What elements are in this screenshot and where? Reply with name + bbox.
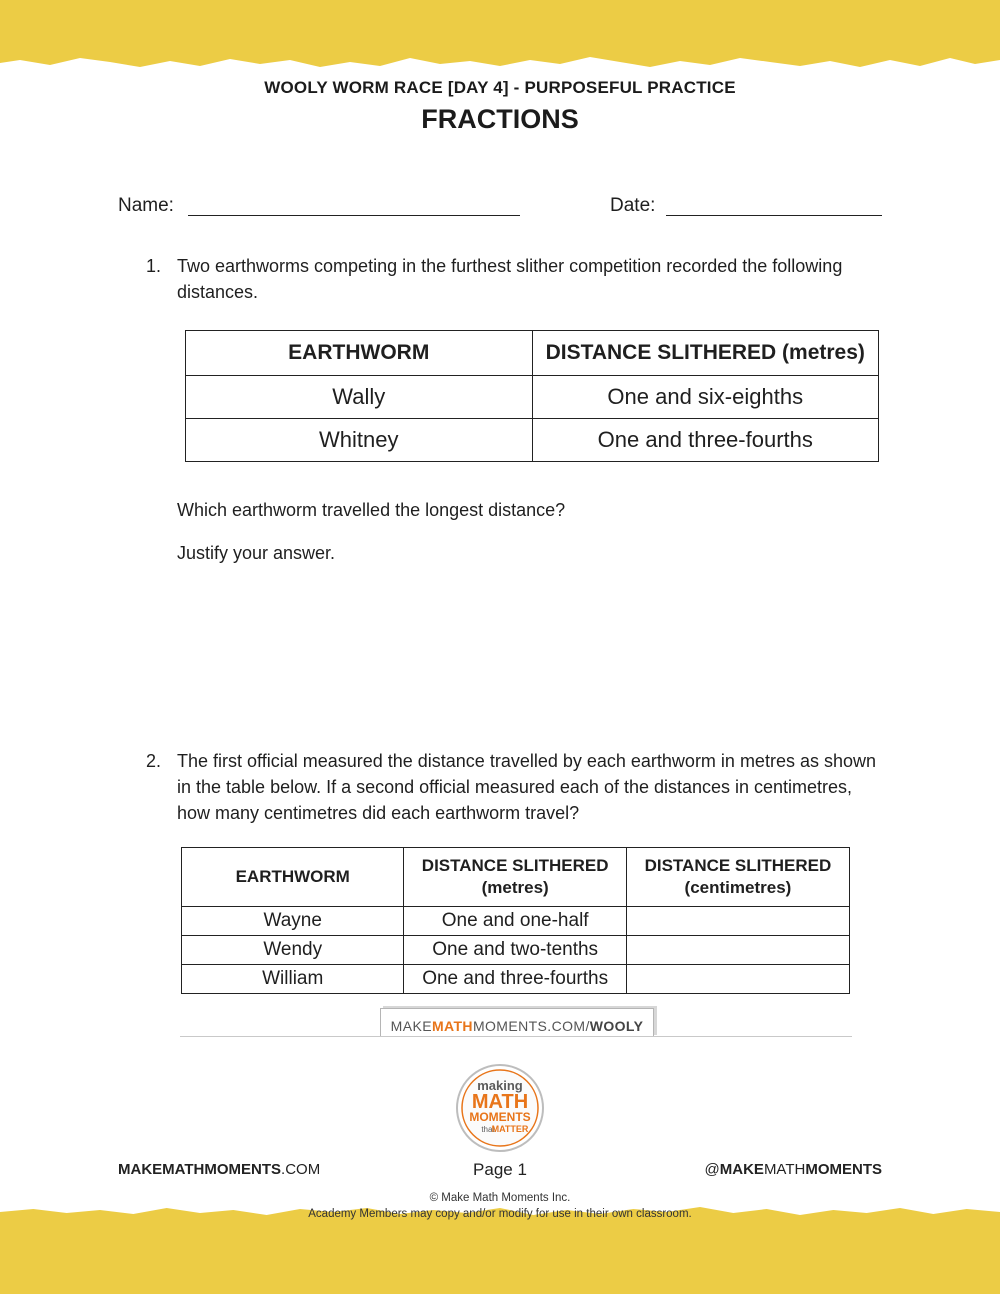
- question-1-number: 1.: [146, 256, 162, 276]
- url-banner: [380, 1008, 654, 1037]
- table-cell: One and three-fourths: [404, 965, 626, 994]
- footer-text: .COM: [281, 1161, 321, 1178]
- table-cell: One and six-eighths: [532, 376, 879, 419]
- name-field[interactable]: [188, 215, 520, 216]
- question-1-prompt: Which earthworm travelled the longest distance?: [177, 500, 566, 520]
- footer-social-handle: [705, 1161, 882, 1178]
- table-cell: One and one-half: [404, 907, 626, 936]
- url-divider: [180, 1036, 852, 1037]
- question-1: [146, 253, 876, 305]
- question-2-number: 2.: [146, 751, 162, 771]
- answer-area-1[interactable]: [177, 575, 877, 725]
- table-header-cell: DISTANCE SLITHERED (metres): [532, 331, 879, 376]
- table-header-cell: DISTANCE SLITHERED (centimetres): [626, 848, 849, 907]
- date-field[interactable]: [666, 215, 882, 216]
- name-date-row: [118, 195, 884, 221]
- logo-text-math: MATH: [471, 1091, 529, 1113]
- answer-cell[interactable]: [626, 965, 849, 994]
- footer-text: MAKE: [719, 1161, 764, 1178]
- table-cell: William: [182, 965, 404, 994]
- table-cell: Wayne: [182, 907, 404, 936]
- table-header-cell: EARTHWORM: [186, 331, 533, 376]
- table-header-row: [186, 331, 879, 376]
- table-header-row: [182, 848, 850, 907]
- table-row: [182, 907, 850, 936]
- table-header-cell: DISTANCE SLITHERED (metres): [404, 848, 626, 907]
- table-row: [182, 936, 850, 965]
- footer-license: Academy Members may copy and/or modify for use in their own classroom.: [308, 1208, 692, 1220]
- answer-cell[interactable]: [626, 936, 849, 965]
- logo-text-making: making: [477, 1078, 523, 1093]
- question-1-table: [185, 330, 879, 462]
- question-1-justify: Justify your answer.: [177, 543, 336, 563]
- worksheet-title: FRACTIONS: [421, 104, 579, 134]
- table-cell: Wendy: [182, 936, 404, 965]
- url-part: MAKE: [390, 1018, 432, 1034]
- url-part: MOMENTS.COM/: [472, 1018, 590, 1034]
- table-cell: One and two-tenths: [404, 936, 626, 965]
- question-2-table: [181, 847, 850, 994]
- footer-copyright: © Make Math Moments Inc.: [429, 1192, 571, 1204]
- table-cell: One and three-fourths: [532, 419, 879, 462]
- worksheet-subtitle: WOOLY WORM RACE [DAY 4] - PURPOSEFUL PRACTICE: [264, 78, 736, 97]
- url-part: MATH: [431, 1018, 473, 1034]
- url-banner-text: [381, 1018, 653, 1034]
- url-part: WOOLY: [589, 1018, 644, 1034]
- table-cell: Wally: [186, 376, 533, 419]
- footer-text: MOMENTS: [204, 1161, 282, 1178]
- table-row: [186, 376, 879, 419]
- top-brush-decoration: [0, 0, 1000, 80]
- question-2: [146, 748, 876, 826]
- logo-text-that: that: [481, 1125, 495, 1134]
- table-row: [186, 419, 879, 462]
- make-math-moments-logo: [455, 1063, 545, 1153]
- footer-text: MOMENTS: [805, 1161, 882, 1178]
- footer-text: MATH: [763, 1161, 806, 1178]
- date-label: Date:: [610, 195, 656, 216]
- answer-cell[interactable]: [626, 907, 849, 936]
- footer-page-number: Page 1: [473, 1160, 527, 1179]
- question-1-text: Two earthworms competing in the furthest slither competition recorded the following distances.: [177, 256, 843, 302]
- name-label: Name:: [118, 195, 174, 216]
- table-header-cell: EARTHWORM: [182, 848, 404, 907]
- logo-text-matter: MATTER: [491, 1124, 529, 1134]
- question-2-text: The first official measured the distance travelled by each earthworm in metres as shown in the table below. If a second official measured each of the distances in centimetres, how many centimetres did each earthworm travel?: [177, 751, 876, 823]
- footer-text: MAKEMATH: [118, 1161, 205, 1178]
- footer-text: @: [704, 1161, 720, 1178]
- table-row: [182, 965, 850, 994]
- logo-text-moments: MOMENTS: [469, 1110, 531, 1124]
- table-cell: Whitney: [186, 419, 533, 462]
- worksheet-header: [0, 78, 1000, 135]
